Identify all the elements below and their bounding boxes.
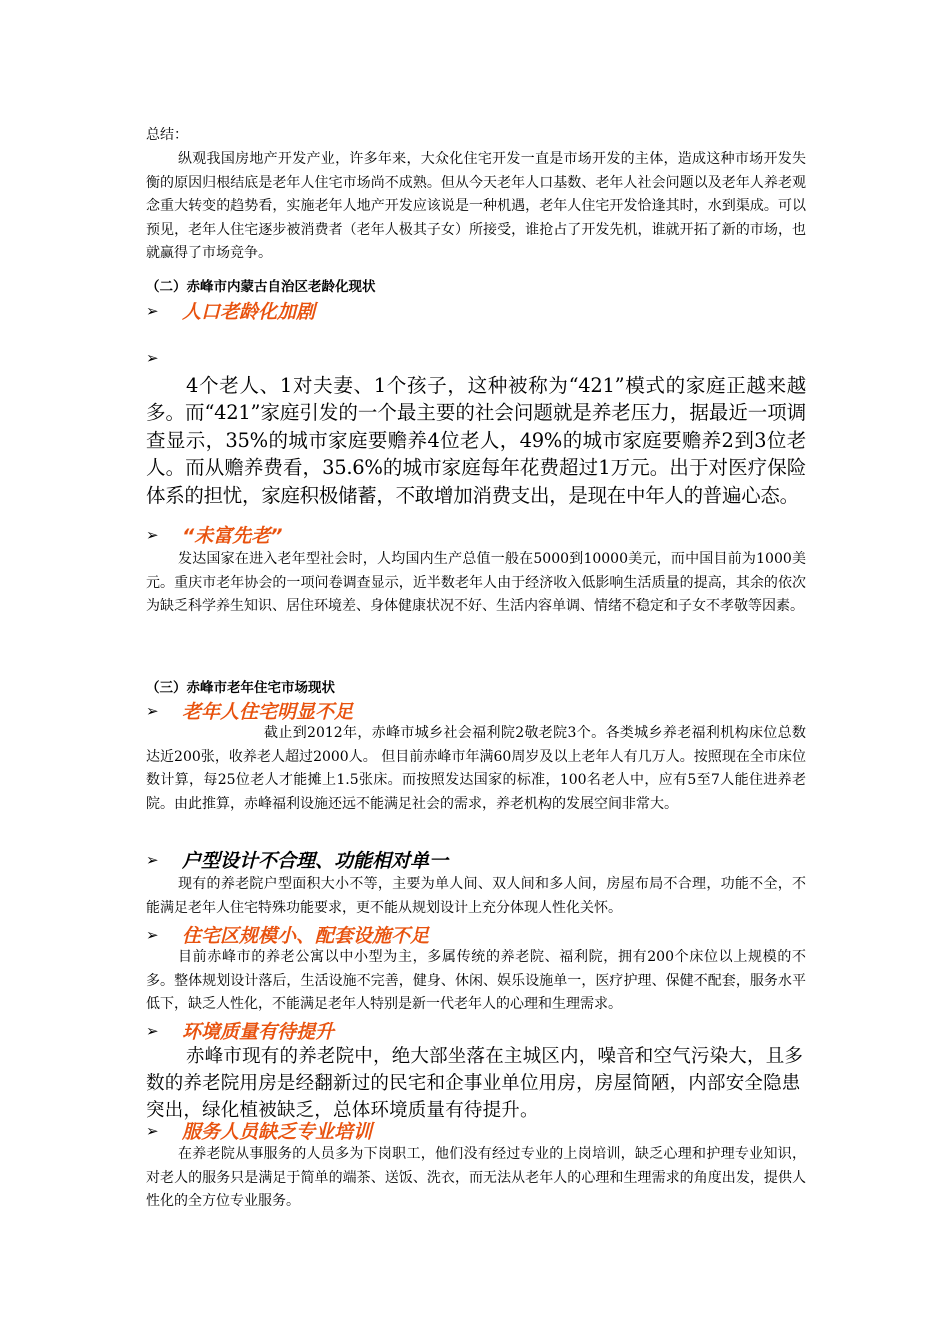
notrich-paragraph: 发达国家在进入老年型社会时，人均国内生产总值一般在5000到10000美元，而中国目前为1000美元。重庆市老年协会的一项问卷调查显示，近半数老年人由于经济收入低影响生活质量的提高，其余的依次为缺乏科学养生知识、居住环境差、身体健康状况不好、生活内容单调、情绪不稳定和子女不孝敬等因素。 — [146, 551, 806, 615]
section-3-title: （三）赤峰市老年住宅市场现状 — [146, 680, 335, 696]
bullet-scale — [146, 921, 429, 948]
shortage-paragraph: 截止到2012年，赤峰市城乡社会福利院2敬老院3个。各类城乡养老福利机构床位总数达近200张，收养老人超过2000人。 但目前赤峰市年满60周岁及以上老年人有几万人。按照现在全市床位数计算，每25位老人才能摊上1.5张床。而按照发达国家的标准，100名老人中，应有5至7人能住进养老院。由此推算，赤峰福利设施还远不能满足社会的需求，养老机构的发展空间非常大。 — [146, 725, 806, 812]
arrow-bullet-icon: ➢ — [146, 1121, 159, 1140]
env-paragraph: 赤峰市现有的养老院中，绝大部坐落在主城区内，噪音和空气污染大，且多数的养老院用房是经翻新过的民宅和企事业单位用房，房屋简陋，内部安全隐患突出，绿化植被缺乏，总体环境质量有待提升。 — [146, 1046, 804, 1121]
arrow-bullet-icon: ➢ — [146, 349, 159, 367]
arrow-bullet-icon: ➢ — [146, 701, 159, 720]
arrow-bullet-icon: ➢ — [146, 1021, 159, 1040]
arrow-bullet-icon: ➢ — [146, 850, 159, 869]
staff-paragraph: 在养老院从事服务的人员多为下岗职工，他们没有经过专业的上岗培训，缺乏心理和护理专业知识，对老人的服务只是满足于简单的端茶、送饭、洗衣，而无法从老年人的心理和生理需求的角度出发，提供人性化的全方位专业服务。 — [146, 1146, 806, 1210]
layout-heading: 户型设计不合理、功能相对单一 — [182, 850, 449, 872]
bullet-shortage — [146, 697, 353, 724]
aging-paragraph: 4个老人、1对夫妻、1个孩子，这种被称为“421”模式的家庭正越来越多。而“421”家庭引发的一个最主要的社会问题就是养老压力，据最近一项调查显示，35%的城市家庭要赡养4位老人，49%的城市家庭要赡养2到3位老人。而从赡养费看，35.6%的城市家庭每年花费超过1万元。出于对医疗保险体系的担忧，家庭积极储蓄，不敢增加消费支出，是现在中年人的普遍心态。 — [146, 374, 806, 507]
scale-paragraph: 目前赤峰市的养老公寓以中小型为主，多属传统的养老院、福利院，拥有200个床位以上规模的不多。整体规划设计落后，生活设施不完善，健身、休闲、娱乐设施单一，医疗护理、保健不配套，服务水平低下，缺乏人性化，不能满足老年人特别是新一代老年人的心理和生理需求。 — [146, 949, 806, 1013]
arrow-bullet-icon: ➢ — [146, 925, 159, 944]
bullet-layout — [146, 846, 448, 873]
shortage-heading: 老年人住宅明显不足 — [182, 701, 354, 723]
bullet-staff — [146, 1117, 372, 1144]
env-heading: 环境质量有待提升 — [182, 1021, 335, 1043]
staff-heading: 服务人员缺乏专业培训 — [182, 1121, 373, 1143]
section-2-title: （二）赤峰市内蒙古自治区老龄化现状 — [146, 279, 376, 295]
bullet-env — [146, 1017, 334, 1044]
scale-heading: 住宅区规模小、配套设施不足 — [182, 925, 430, 947]
summary-label: 总结： — [146, 127, 188, 143]
bullet-notrich — [146, 521, 282, 548]
aging-heading: 人口老龄化加剧 — [182, 301, 316, 323]
bullet-empty — [146, 349, 182, 367]
bullet-aging — [146, 297, 315, 324]
layout-paragraph: 现有的养老院户型面积大小不等，主要为单人间、双人间和多人间，房屋布局不合理，功能不全，不能满足老年人住宅特殊功能要求，更不能从规划设计上充分体现人性化关怀。 — [146, 876, 806, 916]
arrow-bullet-icon: ➢ — [146, 525, 159, 544]
summary-paragraph: 纵观我国房地产开发产业，许多年来，大众化住宅开发一直是市场开发的主体，造成这种市场开发失衡的原因归根结底是老年人住宅市场尚不成熟。但从今天老年人口基数、老年人社会问题以及老年人养老观念重大转变的趋势看，实施老年人地产开发应该说是一种机遇，老年人住宅开发恰逢其时，水到渠成。可以预见，老年人住宅逐步被消费者（老年人极其子女）所接受，谁抢占了开发先机，谁就开拓了新的市场，也就赢得了市场竞争。 — [146, 151, 806, 262]
notrich-heading: “未富先老” — [182, 525, 283, 547]
arrow-bullet-icon: ➢ — [146, 301, 159, 320]
